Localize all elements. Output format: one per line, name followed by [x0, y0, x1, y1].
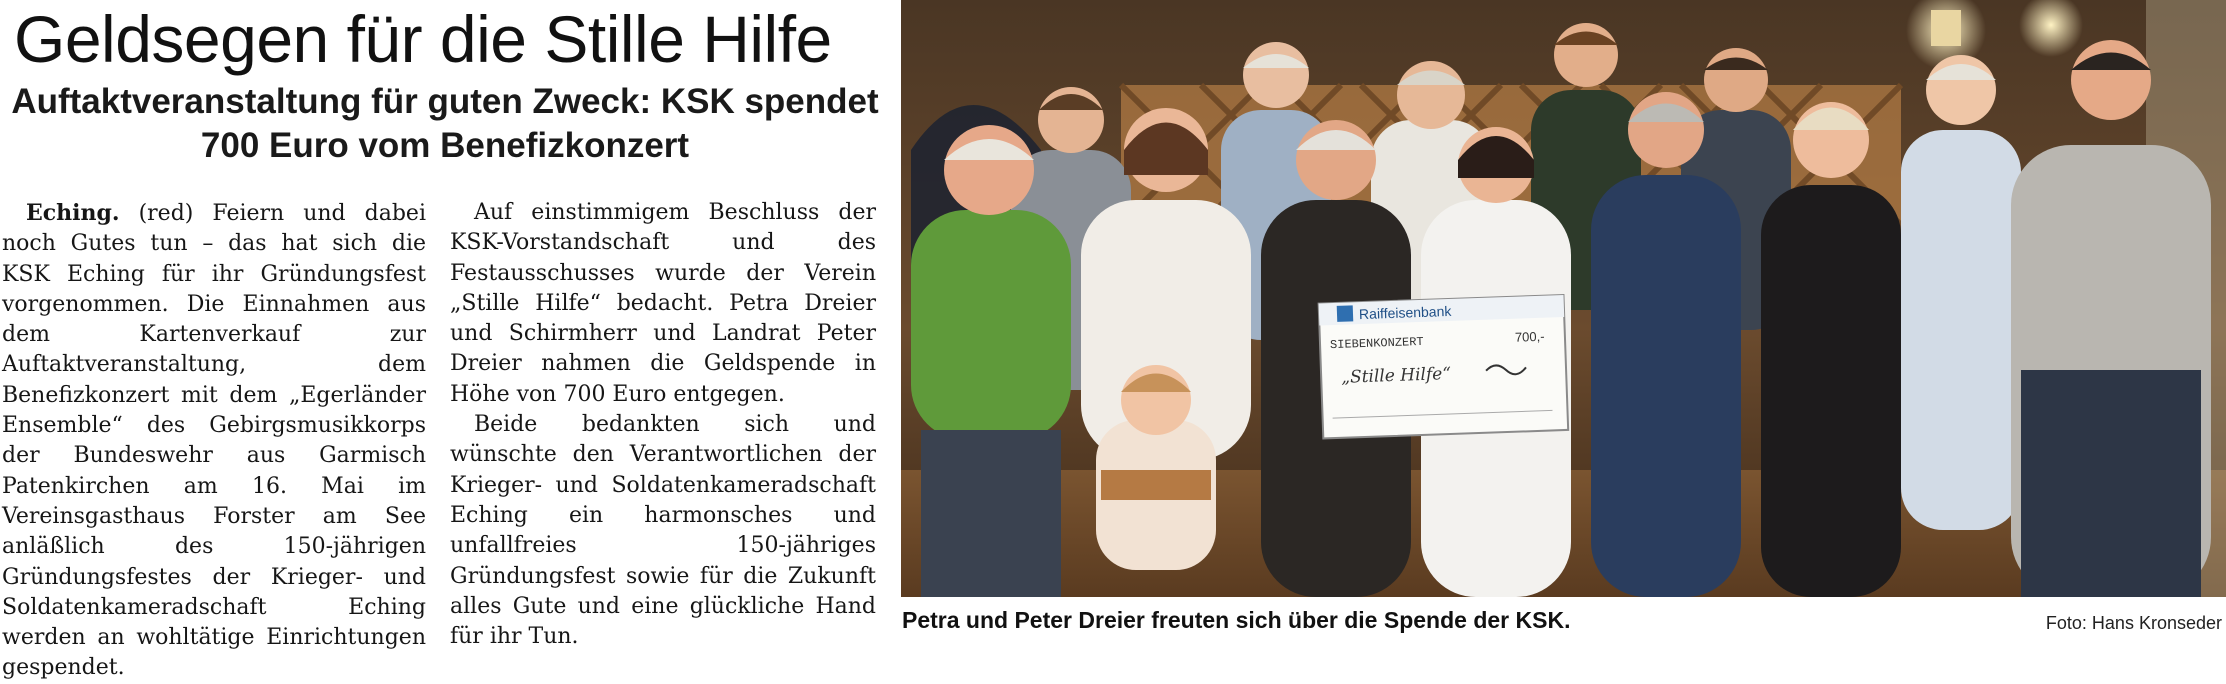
photo-caption: Petra und Peter Dreier freuten sich über die Spende der KSK. [902, 607, 1571, 633]
article-paragraph-3: Beide bedankten sich und wünschte den Verantwortlichen der Krieger- und Soldatenkameradschaft Eching ein harmonsches und unfallfreies 150-jähriges Gründungsfest sowie für die Zukunft alles Gute und eine glückliche Hand für ihr Tun. [450, 412, 876, 650]
headline: Geldsegen für die Stille Hilfe [14, 2, 832, 76]
cheque-purpose: SIEBENKONZERT [1329, 334, 1424, 353]
article-column-2 [450, 198, 876, 652]
subheadline: Auftaktveranstaltung für guten Zweck: KSK spendet 700 Euro vom Benefizkonzert [11, 82, 879, 165]
article-paragraph-2: Auf einstimmigem Beschluss der KSK-Vorstandschaft und des Festausschusses wurde der Verein „Stille Hilfe“ bedacht. Petra Dreier und Schirmherr und Landrat Peter Dreier nahmen die Geldspende in Höhe von 700 Euro entgegen. [450, 200, 876, 407]
paragraph-1-text: (red) Feiern und dabei noch Gutes tun – das hat sich die KSK Eching für ihr Gründungsfest vorgenommen. Die Einnahmen aus dem Kartenverkauf zur Auftaktveranstaltung, dem Benefizkonzert mit dem „Egerländer Ensemble“ des Gebirgsmusikkorps der Bundeswehr aus Garmisch Patenkirchen am 16. Mai im Vereinsgasthaus Forster am See anläßlich des 150-jährigen Gründungsfestes der Krieger- und Soldatenkameradschaft Eching werden an wohltätige Einrichtungen gespendet. [2, 201, 426, 681]
article-column-1 [2, 198, 426, 684]
cheque-payee: „Stille Hilfe“ [1340, 363, 1452, 388]
cheque-amount: 700,- [1514, 328, 1545, 345]
donation-cheque [1319, 295, 1569, 438]
article-paragraph-1 [2, 198, 426, 684]
photo-credit: Foto: Hans Kronseder [2045, 613, 2222, 633]
cheque-bank-name: Raiffeisenbank [1358, 302, 1452, 323]
group-photo-illustration [901, 0, 2226, 597]
dateline: Eching. [26, 200, 120, 226]
group-photo [901, 0, 2226, 597]
